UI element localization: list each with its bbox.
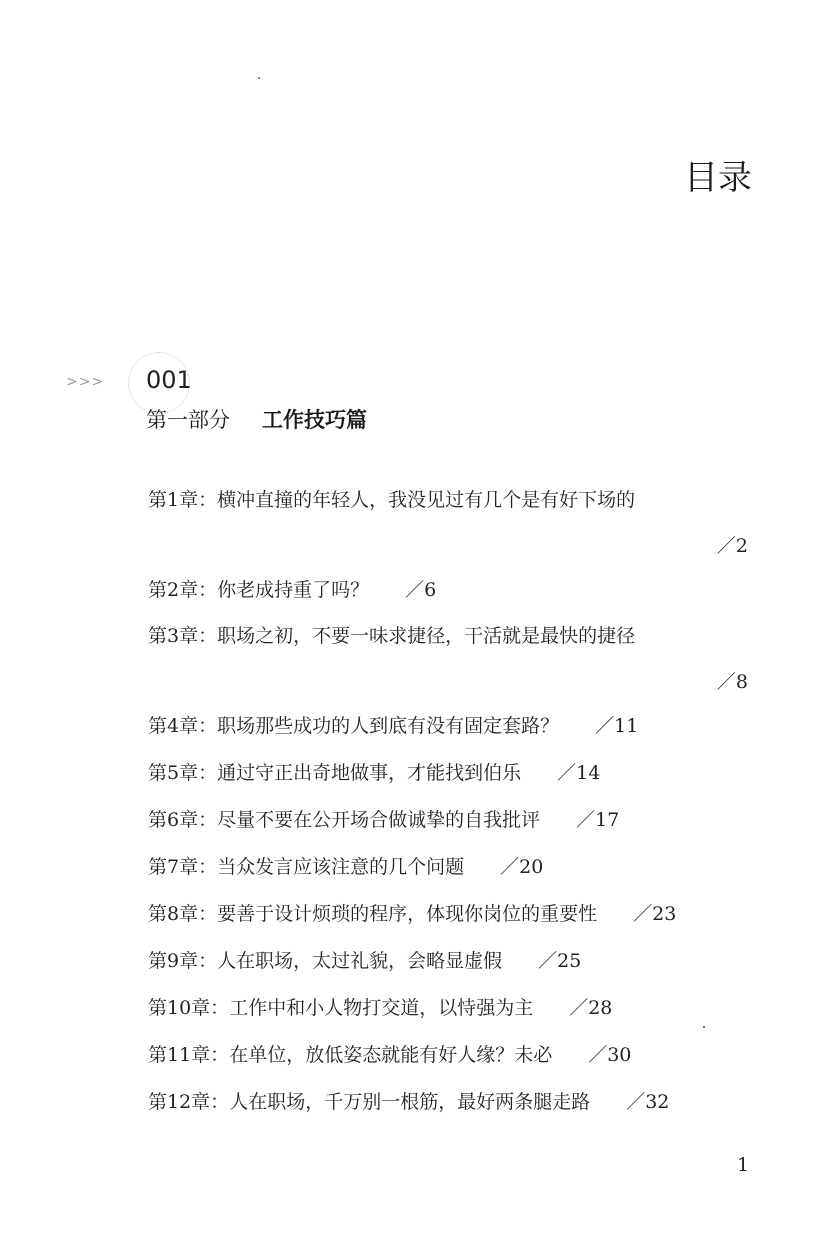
toc-entry[interactable] [148, 486, 748, 576]
chapter-title: 工作中和小人物打交道，以恃强为主 [229, 997, 534, 1019]
chapter-page: ／20 [500, 856, 544, 878]
chapter-page: ／23 [633, 903, 677, 925]
chapter-number: 第10章： [148, 997, 230, 1019]
chapter-title: 人在职场，太过礼貌，会略显虚假 [217, 950, 503, 972]
toc-entry[interactable] [148, 806, 748, 853]
toc-entry[interactable] [148, 1088, 748, 1135]
chapter-title: 通过守正出奇地做事，才能找到伯乐 [217, 762, 522, 784]
toc-entry[interactable] [148, 1041, 748, 1088]
chapter-page: ／30 [588, 1044, 632, 1066]
chapter-number: 第6章： [148, 809, 218, 831]
table-of-contents [148, 486, 748, 1135]
chapter-page: ／8 [716, 671, 748, 693]
chapter-title: 当众发言应该注意的几个问题 [217, 856, 465, 878]
chapter-page: ／11 [595, 715, 639, 737]
toc-entry[interactable] [148, 994, 748, 1041]
chapter-number: 第11章： [148, 1044, 230, 1066]
toc-entry[interactable] [148, 900, 748, 947]
chapter-page: ／6 [405, 579, 437, 601]
part-heading [146, 404, 367, 434]
chapter-title: 职场之初，不要一味求捷径，干活就是最快的捷径 [217, 625, 636, 647]
chapter-number: 第3章： [148, 625, 218, 647]
chapter-number: 第7章： [148, 856, 218, 878]
chapter-title: 你老成持重了吗？ [217, 579, 370, 601]
chapter-page: ／25 [538, 950, 582, 972]
part-label: 第一部分 [146, 408, 230, 432]
chapter-title: 在单位，放低姿态就能有好人缘？未必 [229, 1044, 553, 1066]
chapter-number: 第9章： [148, 950, 218, 972]
chapter-number: 第12章： [148, 1091, 230, 1113]
chapter-number: 第2章： [148, 579, 218, 601]
chapter-number: 第8章： [148, 903, 218, 925]
chapter-page: ／2 [716, 535, 748, 557]
toc-entry[interactable] [148, 576, 748, 622]
scan-speck [258, 77, 260, 79]
part-title: 工作技巧篇 [262, 408, 367, 432]
chapter-title: 职场那些成功的人到底有没有固定套路？ [217, 715, 560, 737]
chapter-number: 第1章： [148, 489, 218, 511]
chapter-page: ／32 [626, 1091, 670, 1113]
chapter-title: 横冲直撞的年轻人，我没见过有几个是有好下场的 [217, 489, 636, 511]
chapter-title: 人在职场，千万别一根筋，最好两条腿走路 [229, 1091, 591, 1113]
scan-speck [703, 1026, 705, 1028]
part-marker-arrows: >>> [66, 374, 105, 390]
chapter-page: ／17 [576, 809, 620, 831]
chapter-number: 第4章： [148, 715, 218, 737]
chapter-title: 尽量不要在公开场合做诚挚的自我批评 [217, 809, 541, 831]
chapter-page: ／14 [557, 762, 601, 784]
chapter-page: ／28 [569, 997, 613, 1019]
part-number: 001 [146, 366, 192, 394]
toc-entry[interactable] [148, 947, 748, 994]
page-title: 目录 [684, 158, 752, 198]
toc-entry[interactable] [148, 622, 748, 712]
toc-entry[interactable] [148, 759, 748, 806]
chapter-title: 要善于设计烦琐的程序，体现你岗位的重要性 [217, 903, 598, 925]
chapter-number: 第5章： [148, 762, 218, 784]
toc-entry[interactable] [148, 712, 748, 759]
toc-entry[interactable] [148, 853, 748, 900]
page-number: 1 [737, 1154, 750, 1176]
